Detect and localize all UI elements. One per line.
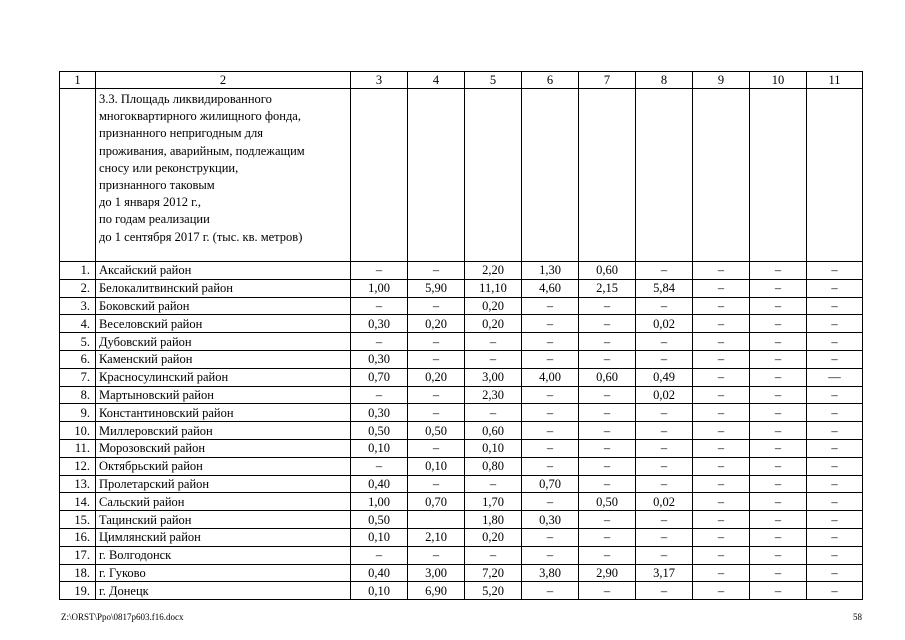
row-number: 18. [60, 564, 96, 582]
column-number: 11 [807, 72, 863, 89]
row-number: 9. [60, 404, 96, 422]
section-title-line: признанного таковым [99, 178, 215, 193]
section-title-line: 3.3. Площадь ликвидированного [99, 92, 272, 106]
value-cell: – [693, 333, 750, 351]
value-cell: 0,80 [465, 457, 522, 475]
value-cell: – [579, 546, 636, 564]
row-number: 17. [60, 546, 96, 564]
table-row [60, 279, 863, 297]
value-cell: – [579, 297, 636, 315]
value-cell: 0,30 [351, 404, 408, 422]
table-row [60, 582, 863, 600]
value-cell: – [750, 262, 807, 280]
value-cell: 6,90 [408, 582, 465, 600]
section-empty-cell [750, 89, 807, 262]
value-cell: – [579, 386, 636, 404]
district-name: г. Гуково [96, 564, 351, 582]
district-name: Тацинский район [96, 511, 351, 529]
value-cell: – [750, 457, 807, 475]
value-cell: – [579, 333, 636, 351]
value-cell: – [465, 333, 522, 351]
data-table [59, 71, 863, 600]
section-title-line: до 1 сентября 2017 г. (тыс. кв. метров) [99, 229, 303, 244]
section-empty-cell [351, 89, 408, 262]
value-cell: 2,20 [465, 262, 522, 280]
value-cell: – [408, 475, 465, 493]
value-cell: – [750, 279, 807, 297]
value-cell: – [807, 582, 863, 600]
value-cell: 5,84 [636, 279, 693, 297]
value-cell: 2,10 [408, 528, 465, 546]
value-cell: – [579, 528, 636, 546]
value-cell: – [693, 546, 750, 564]
value-cell: 0,50 [408, 422, 465, 440]
table-row [60, 262, 863, 280]
value-cell: 4,60 [522, 279, 579, 297]
value-cell: – [807, 297, 863, 315]
district-name: Миллеровский район [96, 422, 351, 440]
value-cell: – [693, 262, 750, 280]
district-name: Константиновский район [96, 404, 351, 422]
value-cell: 1,00 [351, 493, 408, 511]
column-number: 1 [60, 72, 96, 89]
value-cell: – [579, 350, 636, 368]
value-cell: – [522, 404, 579, 422]
footer-file-path: Z:\ORST\Ppo\0817p603.f16.docx [61, 612, 184, 622]
value-cell: 0,10 [351, 582, 408, 600]
value-cell: 3,00 [408, 564, 465, 582]
table-row [60, 422, 863, 440]
row-number: 6. [60, 350, 96, 368]
value-cell: 11,10 [465, 279, 522, 297]
value-cell: – [750, 439, 807, 457]
value-cell: – [693, 350, 750, 368]
section-empty-cell [60, 89, 96, 262]
value-cell: – [465, 546, 522, 564]
value-cell: – [693, 297, 750, 315]
value-cell: 3,80 [522, 564, 579, 582]
value-cell: – [750, 386, 807, 404]
value-cell: – [693, 368, 750, 386]
value-cell: – [693, 422, 750, 440]
value-cell: 0,40 [351, 475, 408, 493]
row-number: 7. [60, 368, 96, 386]
value-cell: – [579, 315, 636, 333]
table-row [60, 475, 863, 493]
column-number: 7 [579, 72, 636, 89]
value-cell: 0,30 [351, 350, 408, 368]
value-cell: – [693, 493, 750, 511]
value-cell: – [465, 350, 522, 368]
district-name: Октябрьский район [96, 457, 351, 475]
value-cell: – [579, 457, 636, 475]
value-cell: – [408, 262, 465, 280]
value-cell: – [807, 262, 863, 280]
value-cell: – [351, 333, 408, 351]
value-cell: – [408, 439, 465, 457]
value-cell: – [522, 315, 579, 333]
value-cell: – [750, 582, 807, 600]
value-cell: – [807, 422, 863, 440]
value-cell: 0,02 [636, 315, 693, 333]
district-name: Красносулинский район [96, 368, 351, 386]
district-name: Пролетарский район [96, 475, 351, 493]
table-row [60, 564, 863, 582]
row-number: 14. [60, 493, 96, 511]
section-title-line: признанного непригодным для [99, 126, 264, 141]
value-cell: – [408, 333, 465, 351]
section-empty-cell [636, 89, 693, 262]
value-cell: 0,20 [408, 368, 465, 386]
value-cell: – [693, 386, 750, 404]
value-cell: 0,10 [408, 457, 465, 475]
value-cell: – [807, 439, 863, 457]
value-cell: – [693, 582, 750, 600]
district-name: Дубовский район [96, 333, 351, 351]
district-name: г. Волгодонск [96, 546, 351, 564]
value-cell: 0,60 [579, 368, 636, 386]
column-number: 5 [465, 72, 522, 89]
value-cell: – [522, 297, 579, 315]
value-cell: – [636, 582, 693, 600]
column-number: 3 [351, 72, 408, 89]
value-cell: – [636, 457, 693, 475]
value-cell: – [693, 475, 750, 493]
value-cell: – [750, 333, 807, 351]
row-number: 4. [60, 315, 96, 333]
value-cell: – [351, 297, 408, 315]
section-title [96, 89, 351, 262]
value-cell: – [807, 386, 863, 404]
value-cell: – [750, 422, 807, 440]
district-name: Мартыновский район [96, 386, 351, 404]
value-cell: – [636, 546, 693, 564]
value-cell: – [351, 262, 408, 280]
value-cell: – [522, 422, 579, 440]
value-cell: – [807, 475, 863, 493]
row-number: 3. [60, 297, 96, 315]
value-cell: – [750, 368, 807, 386]
district-name: Аксайский район [96, 262, 351, 280]
value-cell: – [750, 350, 807, 368]
value-cell: – [807, 457, 863, 475]
value-cell: 0,20 [465, 528, 522, 546]
value-cell: – [636, 333, 693, 351]
section-empty-cell [807, 89, 863, 262]
page-number: 58 [853, 612, 862, 622]
table-row [60, 333, 863, 351]
value-cell: – [807, 511, 863, 529]
column-number: 10 [750, 72, 807, 89]
section-empty-cell [579, 89, 636, 262]
value-cell: – [750, 493, 807, 511]
column-number: 6 [522, 72, 579, 89]
value-cell: 0,02 [636, 386, 693, 404]
value-cell: – [693, 315, 750, 333]
value-cell: 1,00 [351, 279, 408, 297]
row-number: 10. [60, 422, 96, 440]
table-row [60, 404, 863, 422]
value-cell: – [636, 350, 693, 368]
table-row [60, 493, 863, 511]
value-cell: 4,00 [522, 368, 579, 386]
value-cell: 0,10 [351, 528, 408, 546]
value-cell: – [579, 404, 636, 422]
value-cell: – [750, 475, 807, 493]
value-cell: 0,70 [522, 475, 579, 493]
table-row [60, 457, 863, 475]
table-row [60, 511, 863, 529]
value-cell: – [636, 422, 693, 440]
value-cell: – [750, 564, 807, 582]
value-cell: – [522, 457, 579, 475]
value-cell: 0,30 [351, 315, 408, 333]
value-cell: – [351, 546, 408, 564]
value-cell: 0,60 [579, 262, 636, 280]
value-cell: 0,50 [351, 511, 408, 529]
section-title-line: проживания, аварийным, подлежащим [99, 143, 305, 158]
table-row [60, 350, 863, 368]
value-cell: – [522, 582, 579, 600]
value-cell: – [693, 439, 750, 457]
value-cell: – [750, 297, 807, 315]
section-empty-cell [408, 89, 465, 262]
value-cell: 0,50 [351, 422, 408, 440]
section-title-line: сносу или реконструкции, [99, 160, 239, 175]
district-name: Цимлянский район [96, 528, 351, 546]
value-cell: 0,70 [408, 493, 465, 511]
value-cell: — [807, 368, 863, 386]
value-cell: – [522, 528, 579, 546]
district-name: Веселовский район [96, 315, 351, 333]
table-row [60, 315, 863, 333]
value-cell: 2,90 [579, 564, 636, 582]
value-cell: – [579, 422, 636, 440]
section-heading-row [60, 89, 863, 262]
value-cell: 3,17 [636, 564, 693, 582]
row-number: 1. [60, 262, 96, 280]
value-cell: 0,20 [465, 297, 522, 315]
value-cell: – [807, 350, 863, 368]
value-cell: 0,49 [636, 368, 693, 386]
value-cell: – [750, 511, 807, 529]
column-number: 8 [636, 72, 693, 89]
value-cell: 5,90 [408, 279, 465, 297]
district-name: Сальский район [96, 493, 351, 511]
district-name: г. Донецк [96, 582, 351, 600]
value-cell: 0,70 [351, 368, 408, 386]
section-empty-cell [522, 89, 579, 262]
value-cell: – [636, 528, 693, 546]
value-cell: – [807, 279, 863, 297]
value-cell: – [807, 528, 863, 546]
value-cell: 0,02 [636, 493, 693, 511]
row-number: 13. [60, 475, 96, 493]
value-cell: 0,30 [522, 511, 579, 529]
value-cell: – [351, 457, 408, 475]
value-cell: – [807, 546, 863, 564]
value-cell: 0,60 [465, 422, 522, 440]
value-cell: – [408, 404, 465, 422]
value-cell: 1,70 [465, 493, 522, 511]
value-cell: – [693, 511, 750, 529]
section-title-line: многоквартирного жилищного фонда, [99, 109, 301, 124]
value-cell: 0,20 [465, 315, 522, 333]
row-number: 8. [60, 386, 96, 404]
table-row [60, 528, 863, 546]
district-name: Белокалитвинский район [96, 279, 351, 297]
district-name: Каменский район [96, 350, 351, 368]
value-cell: – [579, 439, 636, 457]
value-cell: – [408, 297, 465, 315]
row-number: 16. [60, 528, 96, 546]
value-cell: – [465, 404, 522, 422]
district-name: Боковский район [96, 297, 351, 315]
value-cell: 0,20 [408, 315, 465, 333]
row-number: 5. [60, 333, 96, 351]
value-cell: 0,40 [351, 564, 408, 582]
value-cell: – [522, 546, 579, 564]
value-cell [408, 511, 465, 529]
value-cell: 7,20 [465, 564, 522, 582]
row-number: 2. [60, 279, 96, 297]
value-cell: 1,80 [465, 511, 522, 529]
value-cell: – [750, 546, 807, 564]
value-cell: – [636, 404, 693, 422]
value-cell: – [750, 315, 807, 333]
value-cell: – [750, 404, 807, 422]
value-cell: – [693, 564, 750, 582]
value-cell: – [807, 315, 863, 333]
value-cell: – [579, 511, 636, 529]
value-cell: – [579, 582, 636, 600]
value-cell: 3,00 [465, 368, 522, 386]
value-cell: 0,10 [351, 439, 408, 457]
district-name: Морозовский район [96, 439, 351, 457]
column-number: 9 [693, 72, 750, 89]
value-cell: 2,15 [579, 279, 636, 297]
value-cell: – [693, 279, 750, 297]
value-cell: 0,50 [579, 493, 636, 511]
value-cell: – [522, 439, 579, 457]
value-cell: – [465, 475, 522, 493]
value-cell: – [408, 386, 465, 404]
value-cell: – [693, 457, 750, 475]
value-cell: 0,10 [465, 439, 522, 457]
value-cell: – [579, 475, 636, 493]
value-cell: – [522, 350, 579, 368]
value-cell: – [807, 564, 863, 582]
section-title-line: до 1 января 2012 г., [99, 195, 202, 210]
value-cell: – [807, 493, 863, 511]
column-number: 2 [96, 72, 351, 89]
value-cell: 1,30 [522, 262, 579, 280]
value-cell: – [636, 262, 693, 280]
row-number: 12. [60, 457, 96, 475]
value-cell: – [351, 386, 408, 404]
value-cell: – [693, 528, 750, 546]
value-cell: – [693, 404, 750, 422]
column-number-row [60, 72, 863, 89]
value-cell: – [636, 475, 693, 493]
row-number: 19. [60, 582, 96, 600]
section-empty-cell [465, 89, 522, 262]
row-number: 11. [60, 439, 96, 457]
value-cell: – [522, 386, 579, 404]
value-cell: – [636, 439, 693, 457]
column-number: 4 [408, 72, 465, 89]
table-row [60, 368, 863, 386]
value-cell: – [807, 404, 863, 422]
value-cell: – [408, 546, 465, 564]
value-cell: – [636, 511, 693, 529]
value-cell: – [807, 333, 863, 351]
value-cell: – [636, 297, 693, 315]
value-cell: – [522, 493, 579, 511]
section-title-line: по годам реализации [99, 212, 210, 227]
row-number: 15. [60, 511, 96, 529]
value-cell: – [408, 350, 465, 368]
value-cell: – [750, 528, 807, 546]
table-row [60, 439, 863, 457]
value-cell: 2,30 [465, 386, 522, 404]
table-row [60, 546, 863, 564]
value-cell: 5,20 [465, 582, 522, 600]
section-empty-cell [693, 89, 750, 262]
value-cell: – [522, 333, 579, 351]
table-row [60, 386, 863, 404]
table-row [60, 297, 863, 315]
